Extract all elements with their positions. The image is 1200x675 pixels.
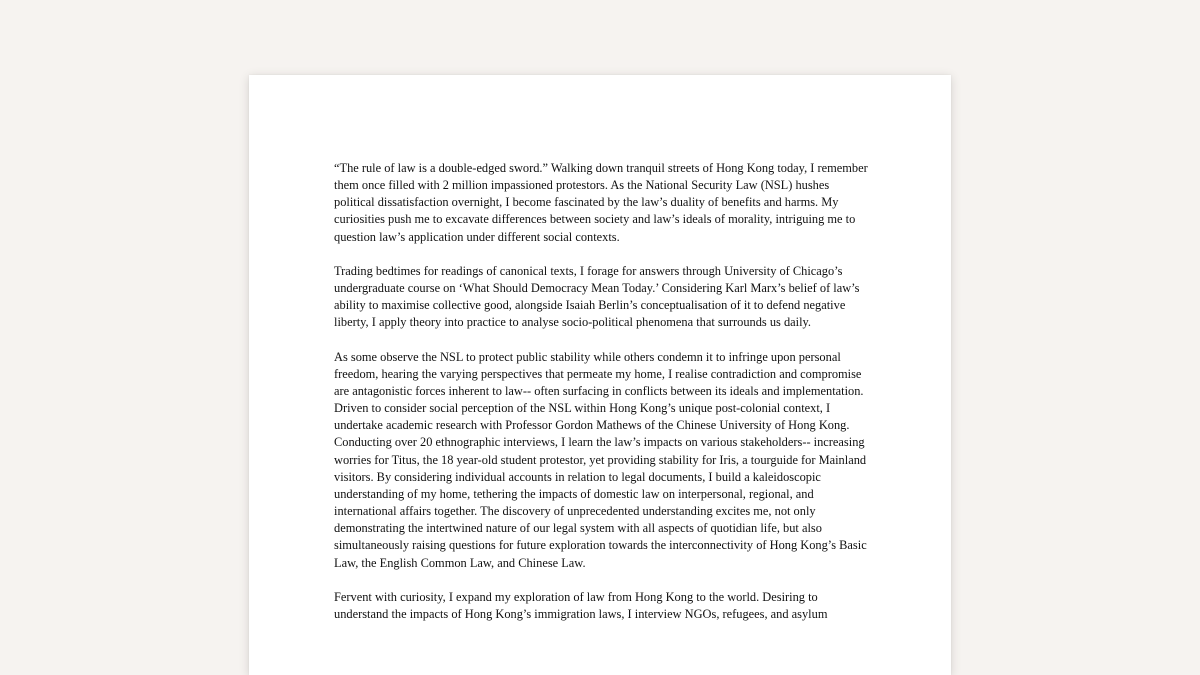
document-body: [334, 160, 870, 640]
document-page: [249, 75, 951, 675]
paragraph-2: Trading bedtimes for readings of canonical texts, I forage for answers through University of Chicago’s undergraduate course on ‘What Should Democracy Mean Today.’ Considering Karl Marx’s belief of law’s ability to maximise collective good, alongside Isaiah Berlin’s conceptualisation of it to defend negative liberty, I apply theory into practice to analyse socio-political phenomena that surrounds us daily.: [334, 263, 860, 330]
paragraph-3: As some observe the NSL to protect public stability while others condemn it to infringe upon personal freedom, hearing the varying perspectives that permeate my home, I realise contradiction and compromise are antagonistic forces inherent to law-- often surfacing in conflicts between its ideals and implementation. Driven to consider social perception of the NSL within Hong Kong’s unique post-colonial context, I undertake academic research with Professor Gordon Mathews of the Chinese University of Hong Kong. Conducting over 20 ethnographic interviews, I learn the law’s impacts on various stakeholders-- increasing worries for Titus, the 18 year-old student protestor, yet providing stability for Iris, a tourguide for Mainland visitors. By considering individual accounts in relation to legal documents, I build a kaleidoscopic understanding of my home, tethering the impacts of domestic law on interpersonal, regional, and international affairs together. The discovery of unprecedented understanding excites me, not only demonstrating the intertwined nature of our legal system with all aspects of quotidian life, but also simultaneously raising questions for future exploration towards the interconnectivity of Hong Kong’s Basic Law, the English Common Law, and Chinese Law.: [334, 349, 867, 570]
paragraph-1: “The rule of law is a double-edged sword.” Walking down tranquil streets of Hong Kong today, I remember them once filled with 2 million impassioned protestors. As the National Security Law (NSL) hushes political dissatisfaction overnight, I become fascinated by the law’s duality of benefits and harms. My curiosities push me to excavate differences between society and law’s ideals of morality, intriguing me to question law’s application under different social contexts.: [334, 161, 868, 244]
paragraph-4: Fervent with curiosity, I expand my exploration of law from Hong Kong to the world. Desiring to understand the impacts of Hong Kong’s immigration laws, I interview NGOs, refugees, and asylum: [334, 589, 828, 622]
